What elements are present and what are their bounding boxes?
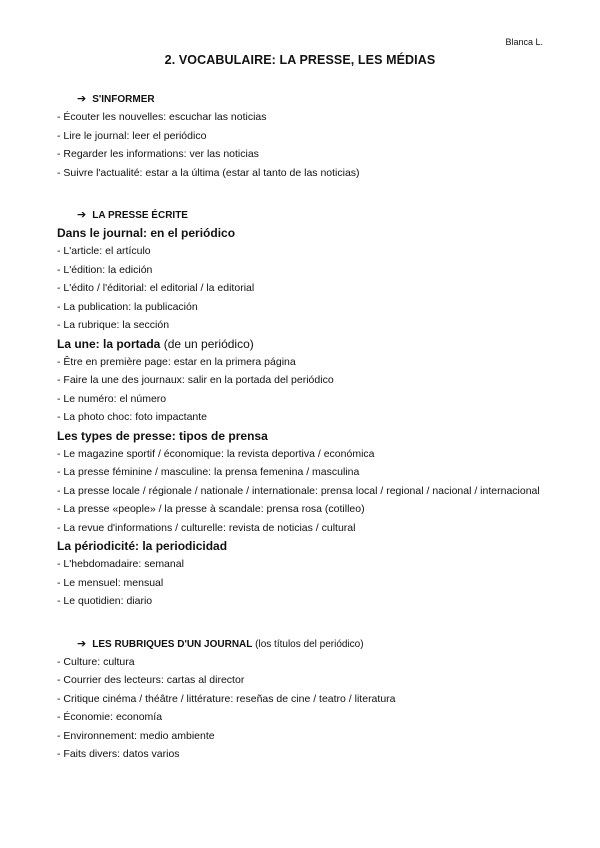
list-item: - Le quotidien: diario [57, 595, 153, 607]
list-item: - La revue d'informations / culturelle: revista de noticias / cultural [57, 521, 356, 534]
list-item: - La presse locale / régionale / nationale / internationale: prensa local / regional / nacional / internacional [57, 484, 540, 497]
section-heading-text: S'INFORMER [92, 94, 155, 105]
list-item: - La photo choc: foto impactante [57, 411, 208, 423]
list-item: - Faits divers: datos varios [57, 748, 180, 760]
list-item: - Le mensuel: mensual [57, 576, 164, 589]
list-item: - Environnement: medio ambiente [57, 729, 215, 742]
subheading-journal [57, 224, 549, 242]
section-rubriques [57, 635, 549, 764]
list-item: - La presse féminine / masculine: la prensa femenina / masculina [57, 466, 360, 478]
author-name: Blanca L. [505, 37, 543, 47]
list-item: - Culture: cultura [57, 655, 135, 668]
list-item: - L'article: el artículo [57, 245, 151, 257]
list-item: - L'édition: la edición [57, 263, 153, 276]
list-item: - Écouter les nouvelles: escuchar las noticias [57, 111, 267, 123]
list-item: - Économie: economía [57, 711, 163, 723]
section-presse-ecrite [57, 206, 549, 611]
list-item: - Courrier des lecteurs: cartas al director [57, 674, 245, 686]
list-item: - L'édito / l'éditorial: el editorial / la editorial [57, 282, 255, 294]
list-item: - Être en première page: estar en la primera página [57, 355, 296, 368]
section-heading-text: LES RUBRIQUES D'UN JOURNAL [92, 638, 253, 650]
list-item: - Le magazine sportif / économique: la revista deportiva / económica [57, 447, 375, 460]
subheading-une [57, 335, 549, 353]
page-title: 2. VOCABULAIRE: LA PRESSE, LES MÉDIAS [164, 53, 436, 67]
subheading-text: La périodicité: la periodicidad [57, 539, 228, 553]
list-item: - La presse «people» / la presse à scandale: prensa rosa (cotilleo) [57, 503, 365, 515]
list-item: - Lire le journal: leer el periódico [57, 129, 207, 142]
list-item: - La rubrique: la sección [57, 319, 170, 331]
list-item: - Faire la une des journaux: salir en la portada del periódico [57, 374, 334, 386]
section-heading [57, 635, 549, 653]
subheading-text: Les types de presse: tipos de prensa [57, 428, 268, 443]
document-content [57, 90, 549, 764]
subheading-text: Dans le journal: en el periódico [57, 226, 236, 240]
list-item: - Critique cinéma / théâtre / littérature: reseñas de cine / teatro / literatura [57, 692, 396, 705]
list-item: - Le numéro: el número [57, 392, 167, 405]
subheading-periodicite [57, 537, 549, 555]
subheading-text: La une: la portada [57, 336, 161, 351]
list-item: - L'hebdomadaire: semanal [57, 558, 184, 570]
list-item: - Regarder les informations: ver las noticias [57, 148, 259, 160]
arrow-right-icon: ➔ [77, 93, 87, 105]
arrow-right-icon: ➔ [77, 209, 87, 221]
arrow-right-icon: ➔ [77, 637, 87, 650]
section-heading-note: (los títulos del periódico) [252, 638, 364, 650]
subheading-note: (de un periódico) [160, 336, 254, 351]
list-item: - Suivre l'actualité: estar a la última (estar al tanto de las noticias) [57, 166, 360, 179]
section-heading [57, 206, 549, 224]
list-item: - La publication: la publicación [57, 300, 198, 313]
section-heading-text: LA PRESSE ÉCRITE [92, 210, 188, 221]
subheading-types [57, 427, 549, 445]
section-s-informer [57, 90, 549, 182]
section-heading [57, 90, 549, 108]
